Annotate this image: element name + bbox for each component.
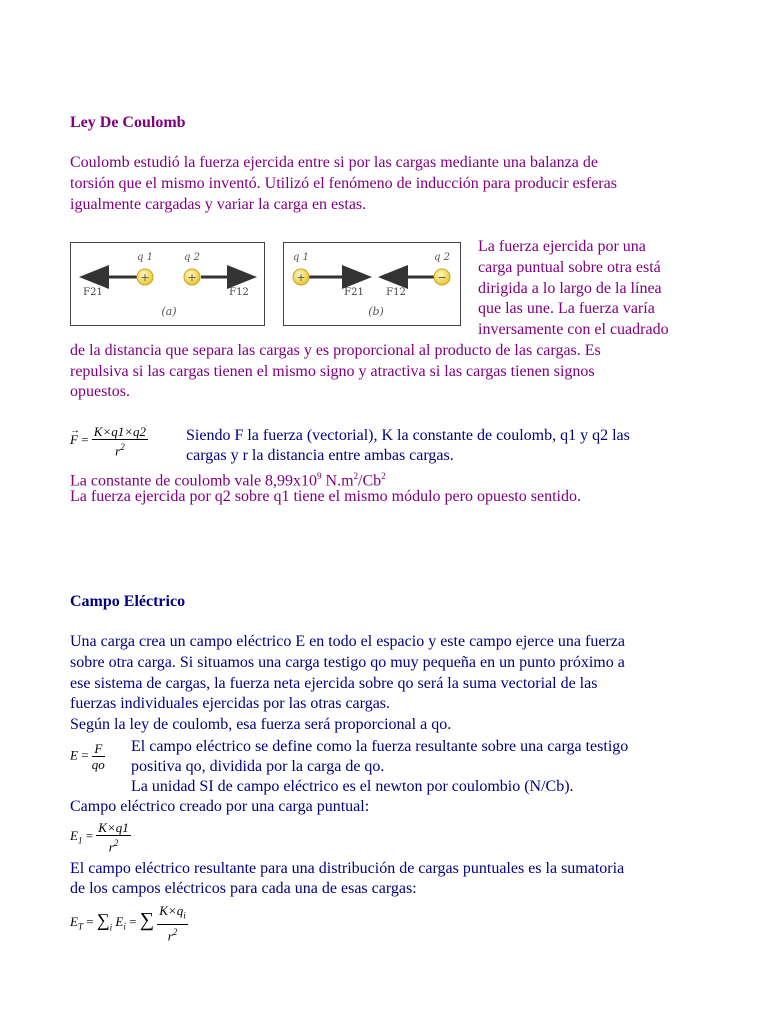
cont-text-line-3: opuestos.	[70, 383, 130, 400]
side-text-line-4: que las une. La fuerza varía	[478, 300, 655, 317]
formula-numerator: $K\times q_i$	[157, 903, 187, 925]
coulomb-title: Ley De Coulomb	[70, 114, 186, 131]
sign-q2: +	[187, 271, 197, 284]
vector-arrow-icon: →	[70, 425, 80, 437]
cont-text-line-2: repulsiva si las cargas tienen el mismo signo y atractiva si las cargas tienen signos	[70, 363, 595, 380]
formula-denominator: qo	[91, 757, 105, 772]
caption-a: (a)	[161, 305, 177, 318]
label-q2: q 2	[434, 252, 450, 263]
formula-equals-2: =	[129, 913, 137, 929]
formula-lhs: F	[70, 432, 78, 448]
figure-b-attractive	[283, 242, 461, 326]
side-text-line-1: La fuerza ejercida por una	[478, 238, 646, 255]
caption-b: (b)	[368, 305, 384, 318]
sign-q1: +	[296, 271, 306, 284]
label-f12: F12	[229, 287, 249, 298]
formula-denominator: $r^2$	[115, 442, 125, 459]
superposition-formula	[70, 903, 188, 943]
coulomb-formula	[70, 424, 148, 458]
label-f21: F21	[83, 287, 103, 298]
campo-para-line-2: sobre otra carga. Si situamos una carga testigo qo muy pequeña en un punto próximo a	[70, 654, 625, 671]
definition-line-1: El campo eléctrico se define como la fuerza resultante sobre una carga testigo	[131, 738, 629, 755]
campo-para-line-1: Una carga crea un campo eléctrico E en todo el espacio y este campo ejerce una fuerza	[70, 633, 625, 650]
campo-para-line-3: ese sistema de cargas, la fuerza neta ejercida sobre qo será la suma vectorial de las	[70, 675, 598, 692]
formula-numerator: F	[92, 741, 105, 757]
figure-a-repulsive	[70, 242, 265, 326]
formula-fraction	[92, 424, 148, 458]
coulomb-intro-line-3: igualmente cargadas y variar la carga en estas.	[70, 196, 367, 213]
formula-explanation-line-1: Siendo F la fuerza (vectorial), K la constante de coulomb, q1 y q2 las	[186, 427, 630, 444]
definition-line-3: La unidad SI de campo eléctrico es el newton por coulombio (N/Cb).	[131, 778, 574, 795]
cont-text-line-1: de la distancia que separa las cargas y es proporcional al producto de las cargas. Es	[70, 342, 601, 359]
formula-equals: =	[81, 747, 89, 763]
sum-symbol-2: ∑	[139, 908, 154, 931]
sign-q2: −	[437, 271, 447, 284]
formula-numerator: K×q1	[98, 820, 129, 835]
label-q2: q 2	[184, 252, 200, 263]
formula-denominator: $r^2$	[167, 926, 178, 943]
formula-lhs: $E_T$	[70, 913, 83, 932]
label-q1: q 1	[137, 252, 153, 263]
formula-equals: =	[85, 828, 94, 844]
campo-para-line-5: Según la ley de coulomb, esa fuerza será proporcional a qo.	[70, 716, 452, 733]
side-text-line-2: carga puntual sobre otra está	[478, 259, 661, 276]
label-f21: F21	[344, 287, 364, 298]
formula-lhs: $E_1$	[70, 828, 83, 846]
formula-fraction	[92, 741, 105, 772]
formula-fraction	[157, 903, 187, 943]
distribution-line-1: El campo eléctrico resultante para una distribución de cargas puntuales es la sumatoria	[70, 860, 625, 877]
formula-equals: =	[81, 432, 89, 448]
coulomb-intro-line-2: torsión que el mismo inventó. Utilizó el fenómeno de inducción para producir esferas	[70, 175, 617, 192]
formula-numerator: K×q1×q2	[93, 424, 147, 439]
point-charge-formula	[70, 820, 131, 854]
formula-equals-1: =	[86, 913, 94, 929]
campo-title: Campo Eléctrico	[70, 593, 186, 610]
formula-fraction	[96, 820, 130, 854]
formula-ei: $E_i$	[115, 913, 126, 932]
coulomb-intro-line-1: Coulomb estudió la fuerza ejercida entre si por las cargas mediante una balanza de	[70, 154, 598, 171]
electric-field-formula	[70, 741, 105, 772]
distribution-line-2: de los campos eléctricos para cada una de esas cargas:	[70, 880, 417, 897]
label-f12: F12	[386, 287, 406, 298]
coulomb-constant: La constante de coulomb vale $8,99x10^9$ $N.m^2/Cb^2$	[70, 471, 386, 490]
coulomb-last-line: La fuerza ejercida por q2 sobre q1 tiene el mismo módulo pero opuesto sentido.	[70, 488, 581, 505]
point-charge-label: Campo eléctrico creado por una carga puntual:	[70, 798, 370, 815]
sign-q1: +	[140, 271, 150, 284]
sum-symbol-1: $\sum_i$	[96, 909, 113, 933]
definition-line-2: positiva qo, dividida por la carga de qo.	[131, 758, 385, 775]
side-text-line-3: dirigida a lo largo de la línea	[478, 280, 662, 297]
formula-denominator: $r^2$	[108, 838, 119, 855]
formula-explanation-line-2: cargas y r la distancia entre ambas cargas.	[186, 447, 454, 464]
formula-lhs: E	[70, 747, 78, 763]
campo-para-line-4: fuerzas individuales ejercidas por las otras cargas.	[70, 695, 391, 712]
side-text-line-5: inversamente con el cuadrado	[478, 321, 669, 338]
label-q1: q 1	[293, 252, 309, 263]
